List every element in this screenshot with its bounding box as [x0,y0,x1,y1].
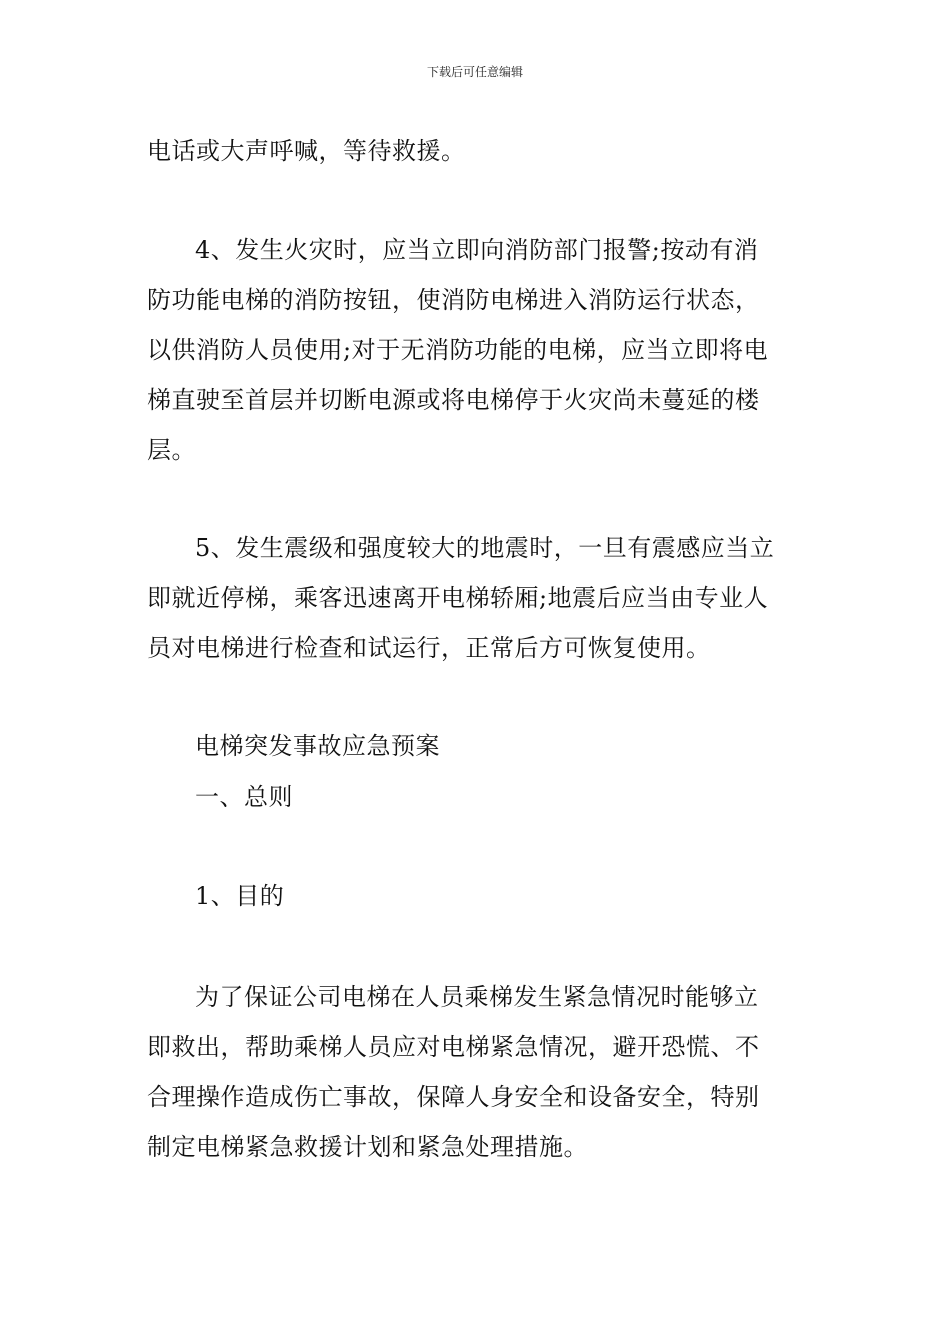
text-line: 防功能电梯的消防按钮，使消防电梯进入消防运行状态， [147,286,760,314]
heading-text: 1、目的 [195,882,285,910]
text-line: 梯直驶至首层并切断电源或将电梯停于火灾尚未蔓延的楼 [147,386,760,414]
heading-text: 一、总则 [195,783,293,811]
text-line: 即就近停梯，乘客迅速离开电梯轿厢;地震后应当由专业人 [147,584,769,612]
text-line: 合理操作造成伤亡事故，保障人身安全和设备安全，特别 [147,1083,760,1111]
text-line: 5、发生震级和强度较大的地震时，一旦有震感应当立 [195,534,775,562]
section-purpose [147,871,817,921]
text-line: 即救出，帮助乘梯人员应对电梯紧急情况，避开恐慌、不 [147,1033,760,1061]
section-general [147,772,817,822]
paragraph-earthquake [147,523,817,673]
text-line: 层。 [147,436,196,464]
text-line: 以供消防人员使用;对于无消防功能的电梯，应当立即将电 [147,336,769,364]
text-line: 为了保证公司电梯在人员乘梯发生紧急情况时能够立 [195,983,759,1011]
page-header: 下载后可任意编辑 [426,65,523,79]
paragraph-fire [147,225,817,475]
text-line: 电话或大声呼喊，等待救援。 [147,137,466,165]
paragraph-continuation [147,126,817,176]
text-line: 4、发生火灾时，应当立即向消防部门报警;按动有消 [195,236,759,264]
paragraph-purpose [147,972,817,1172]
heading-text: 电梯突发事故应急预案 [195,732,440,760]
text-line: 制定电梯紧急救援计划和紧急处理措施。 [147,1133,588,1161]
section-title [147,721,817,771]
text-line: 员对电梯进行检查和试运行，正常后方可恢复使用。 [147,634,711,662]
